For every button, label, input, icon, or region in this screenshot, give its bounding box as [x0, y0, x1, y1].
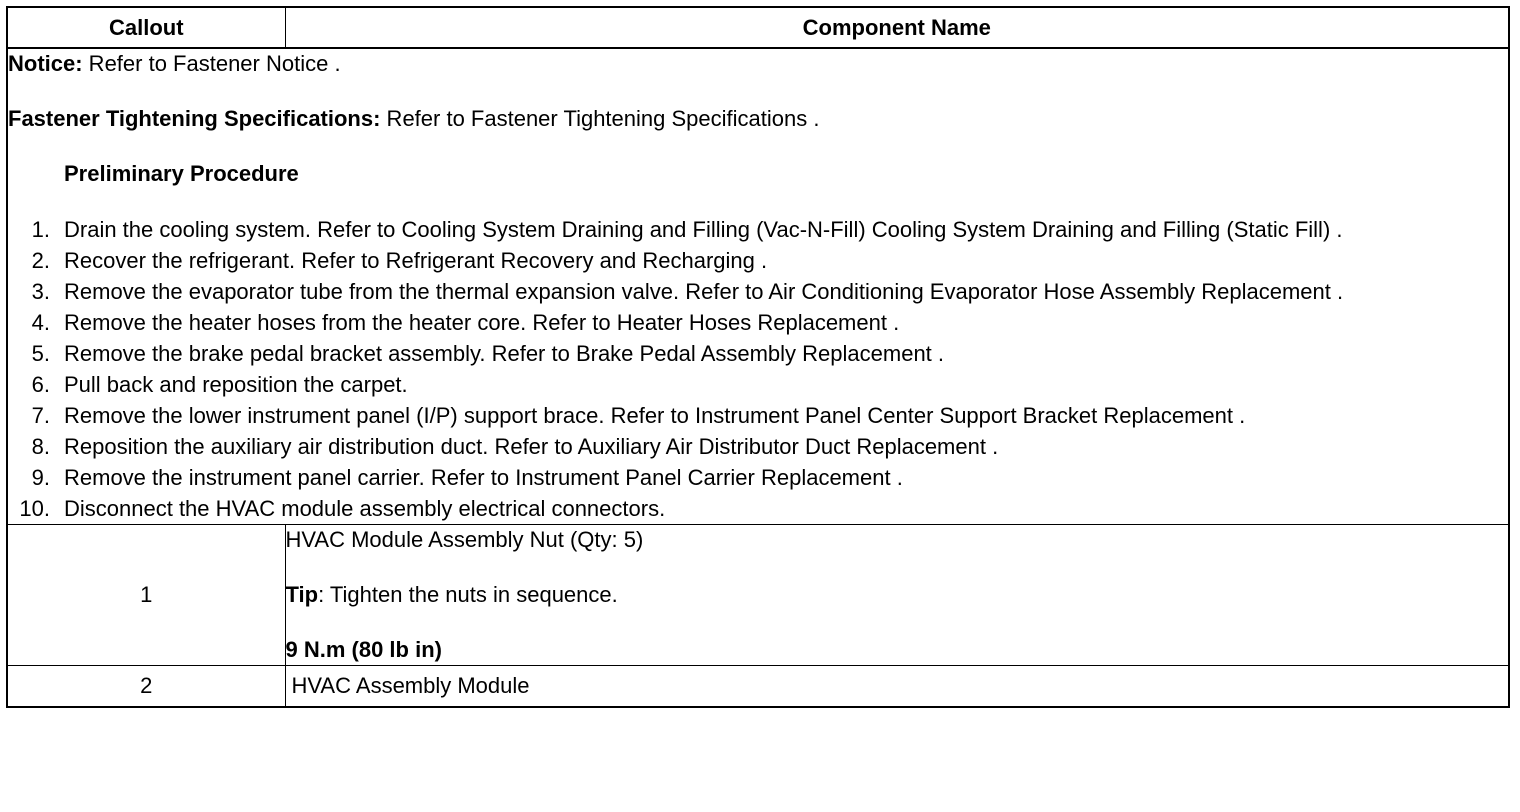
procedure-step: 1. Drain the cooling system. Refer to Cooling System Draining and Filling (Vac-N-Fill) Cooling System Draining and Filling (Static Fill) . — [31, 217, 1343, 242]
notice-label: Notice: — [8, 51, 83, 76]
notice-text: Refer to Fastener Notice . — [82, 51, 341, 76]
component-name: HVAC Module Assembly Nut (Qty: 5) — [285, 527, 644, 552]
procedure-step: 8. Reposition the auxiliary air distribution duct. Refer to Auxiliary Air Distributor Duct Replacement . — [31, 434, 999, 459]
torque-spec: 9 N.m (80 lb in) — [285, 637, 442, 662]
fastener-spec-line — [8, 104, 1508, 134]
tip-text: : Tighten the nuts in sequence. — [318, 582, 618, 607]
header-row — [7, 7, 1509, 48]
table-row — [7, 525, 1509, 666]
tip-label: Tip — [285, 582, 319, 607]
tip-line — [286, 580, 1509, 610]
fastener-spec-label: Fastener Tightening Specifications: — [8, 106, 381, 131]
notes-row — [7, 48, 1509, 525]
component-cell — [285, 525, 1509, 666]
notice-line — [8, 49, 1508, 79]
callout-cell: 1 — [7, 525, 285, 666]
fastener-spec-text: Refer to Fastener Tightening Specifications . — [380, 106, 820, 131]
notes-cell — [7, 48, 1509, 525]
callout-cell: 2 — [7, 666, 285, 708]
procedure-step: 10. Disconnect the HVAC module assembly electrical connectors. — [19, 496, 666, 521]
procedure-step: 9. Remove the instrument panel carrier. Refer to Instrument Panel Carrier Replacement . — [31, 465, 903, 490]
header-component-name: Component Name — [285, 7, 1509, 48]
procedure-step: 5. Remove the brake pedal bracket assembly. Refer to Brake Pedal Assembly Replacement . — [31, 341, 945, 366]
header-callout: Callout — [7, 7, 285, 48]
component-cell: HVAC Assembly Module — [285, 666, 1509, 708]
procedure-steps — [8, 214, 1508, 524]
procedure-step: 7. Remove the lower instrument panel (I/P) support brace. Refer to Instrument Panel Center Support Bracket Replacement . — [31, 403, 1246, 428]
procedure-step: 3. Remove the evaporator tube from the thermal expansion valve. Refer to Air Conditioning Evaporator Hose Assembly Replacement . — [31, 279, 1344, 304]
component-table — [6, 6, 1510, 708]
table-row — [7, 666, 1509, 708]
procedure-step: 4. Remove the heater hoses from the heater core. Refer to Heater Hoses Replacement . — [31, 310, 900, 335]
preliminary-procedure-title: Preliminary Procedure — [64, 161, 299, 186]
procedure-step: 2. Recover the refrigerant. Refer to Refrigerant Recovery and Recharging . — [31, 248, 768, 273]
procedure-step: 6. Pull back and reposition the carpet. — [31, 372, 408, 397]
